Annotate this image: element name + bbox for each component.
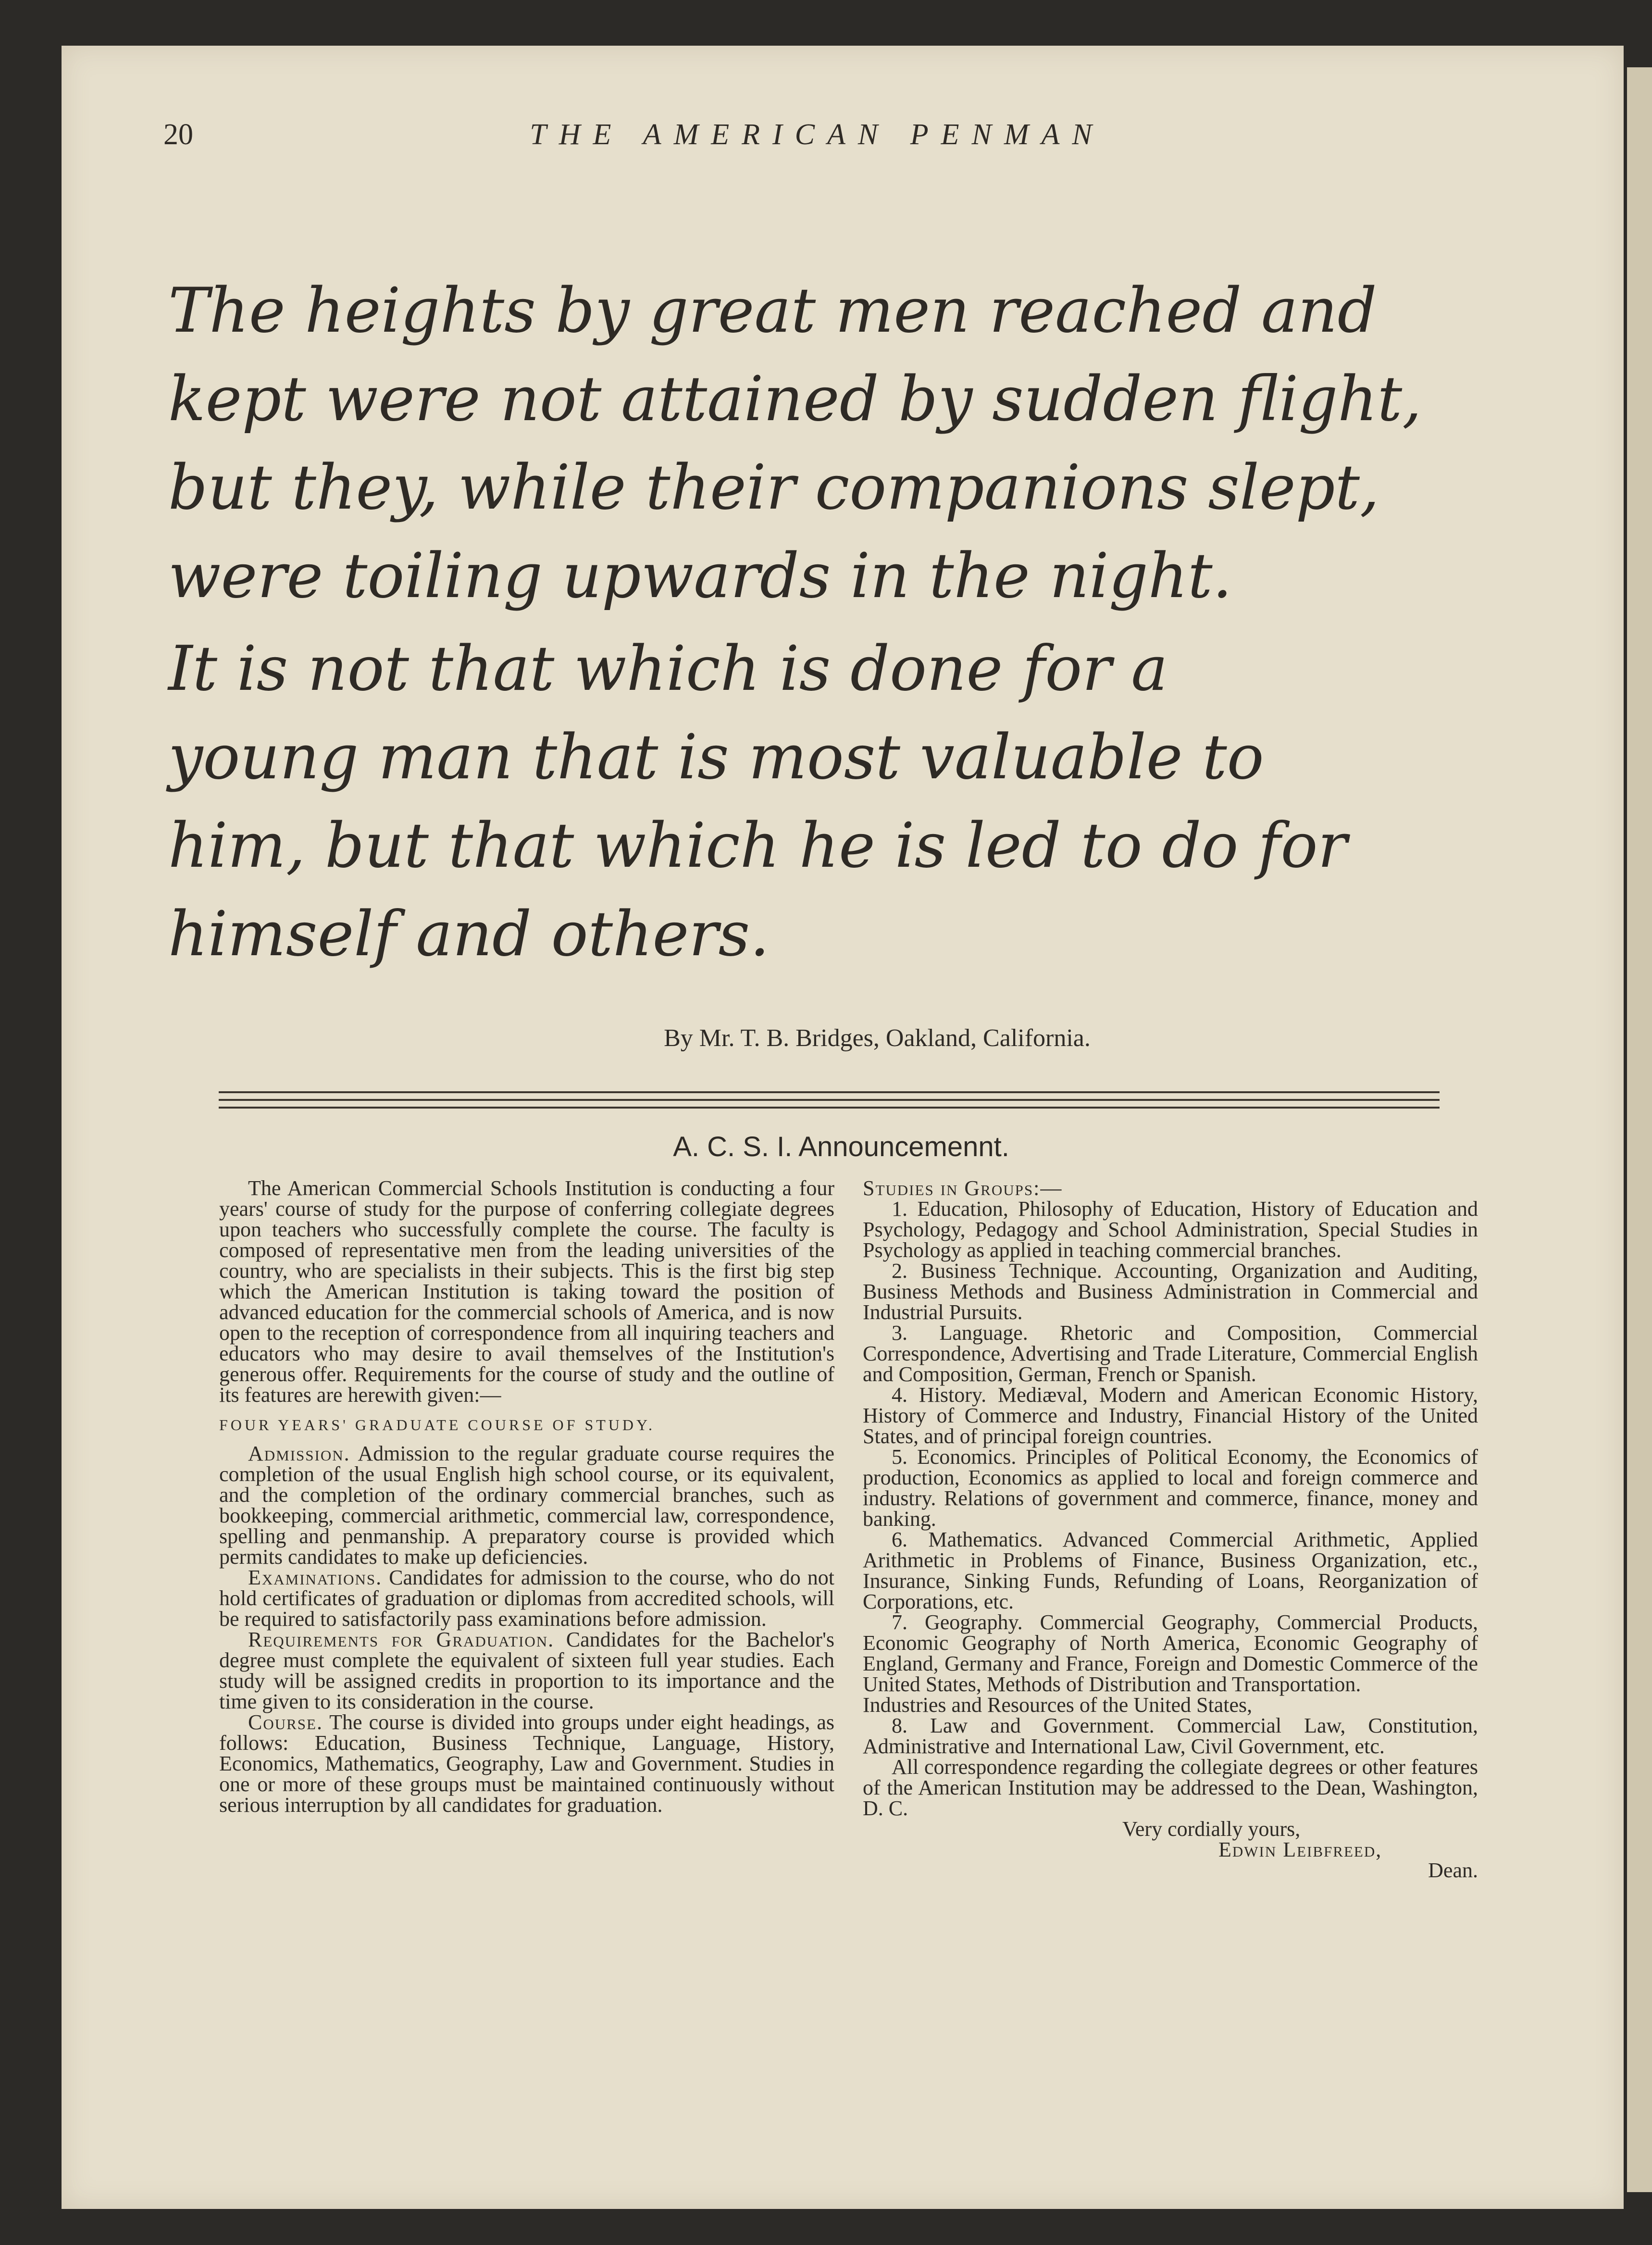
script-line: him, but that which he is led to do for xyxy=(168,810,1347,882)
study-group: 4. History. Mediæval, Modern and American Economic History, History of Commerce and Industry, Financial History of the United States, and of principal foreign countries. xyxy=(863,1383,1478,1448)
study-group: 1. Education, Philosophy of Education, History of Education and Psychology, Pedagogy and School Administration, Special Studies in Psychology as applied in teaching commercial branches. xyxy=(863,1197,1478,1262)
study-group: Industries and Resources of the United States, xyxy=(863,1693,1253,1717)
page-number: 20 xyxy=(163,118,193,151)
requirements-text: Candidates for the Bachelor's degree must complete the equivalent of sixteen full year studies. Each study will be assigned credits in proportion to its importance and the time given to its consideration in the course. xyxy=(219,1628,835,1713)
script-line: were toiling upwards in the night. xyxy=(168,540,1232,612)
correspondence-paragraph: All correspondence regarding the collegiate degrees or other features of the American Institution may be addressed to the Dean, Washington, D. C. xyxy=(863,1755,1478,1820)
signature-name: Edwin Leibfreed, xyxy=(1218,1838,1382,1861)
divider-rule xyxy=(219,1107,1440,1109)
study-group: 6. Mathematics. Advanced Commercial Arithmetic, Applied Arithmetic in Problems of Finance, Business Organization, etc., Insurance, Sinking Funds, Refunding of Loans, Reorganization of Corporations, etc. xyxy=(863,1528,1478,1613)
intro-paragraph: The American Commercial Schools Institution is conducting a four years' course of study for the purpose of conferring collegiate degrees upon teachers who successfully complete the course. The faculty is composed of representative men from the leading universities of the country, who are specialists in their subjects. This is the first big step which the American Institution is taking toward the position of advanced education for the commercial schools of America, and is now open to the reception of correspondence from all inquiring teachers and educators who may desire to avail themselves of the Institution's generous offer. Requirements for the course of study and the outline of its features are herewith given:— xyxy=(219,1176,834,1407)
divider-rule xyxy=(219,1099,1440,1101)
left-column xyxy=(219,1178,834,1815)
script-line: himself and others. xyxy=(168,898,770,970)
study-group: 2. Business Technique. Accounting, Organization and Auditing, Business Methods and Business Administration in Commercial and Industrial Pursuits. xyxy=(863,1259,1478,1324)
script-line: It is not that which is done for a xyxy=(168,633,1168,705)
script-line: kept were not attained by sudden flight, xyxy=(168,363,1422,435)
script-stanza-2 xyxy=(168,625,1466,979)
script-line: young man that is most valuable to xyxy=(168,722,1264,793)
course-label: Course. xyxy=(248,1710,323,1734)
running-title: THE AMERICAN PENMAN xyxy=(530,118,1105,151)
study-group: 8. Law and Government. Commercial Law, Constitution, Administrative and International Law, Civil Government, etc. xyxy=(863,1714,1478,1758)
requirements-label: Requirements for Graduation. xyxy=(248,1628,555,1651)
closing-salutation: Very cordially yours, xyxy=(1122,1817,1301,1841)
admission-label: Admission. xyxy=(248,1442,350,1465)
requirements-paragraph xyxy=(219,1629,834,1712)
script-stanza-1 xyxy=(168,267,1466,621)
study-group: 3. Language. Rhetoric and Composition, Commercial Correspondence, Advertising and Trade Literature, Commercial English and Composition, German, French or Spanish. xyxy=(863,1321,1478,1386)
section-subheading: FOUR YEARS' GRADUATE COURSE OF STUDY. xyxy=(219,1416,655,1434)
examinations-paragraph xyxy=(219,1567,834,1629)
admission-text: Admission to the regular graduate course requires the completion of the usual English high school course, or its equivalent, and the completion of the ordinary commercial branches, such as bookkeeping, commercial arithmetic, commercial law, correspondence, spelling and penmanship. A preparatory course is provided which permits candidates to make up deficiencies. xyxy=(219,1442,834,1569)
examinations-text: Candidates for admission to the course, who do not hold certificates of graduation or diplomas from accredited schools, will be required to satisfactorily pass examinations before admission. xyxy=(219,1566,835,1631)
signature-title: Dean. xyxy=(1428,1858,1478,1882)
study-group: 5. Economics. Principles of Political Economy, the Economics of production, Economics as applied to local and foreign commerce and industry. Relations of government and commerce, finance, money and banking. xyxy=(863,1445,1478,1531)
studies-heading: Studies in Groups:— xyxy=(863,1176,1063,1200)
course-text: The course is divided into groups under eight headings, as follows: Education, Business Technique, Language, History, Economics, Mathematics, Geography, Law and Government. Studies in one or more of these groups must be maintained continuously without serious interruption by all candidates for graduation. xyxy=(219,1710,834,1817)
specimen-credit: By Mr. T. B. Bridges, Oakland, California. xyxy=(664,1024,1091,1052)
script-line: but they, while their companions slept, xyxy=(168,452,1379,524)
adjacent-page-edge xyxy=(1627,67,1652,2192)
course-paragraph xyxy=(219,1712,834,1815)
examinations-label: Examinations. xyxy=(248,1566,383,1589)
divider-rule xyxy=(219,1091,1440,1093)
study-group: 7. Geography. Commercial Geography, Commercial Products, Economic Geography of North America, Economic Geography of England, Germany and France, Foreign and Domestic Commerce of the United States, Methods of Distribution and Transportation. xyxy=(863,1610,1478,1696)
admission-paragraph xyxy=(219,1443,834,1567)
right-column xyxy=(863,1178,1478,1881)
announcement-title: A. C. S. I. Announcemennt. xyxy=(673,1131,1009,1162)
script-line: The heights by great men reached and xyxy=(168,275,1377,347)
